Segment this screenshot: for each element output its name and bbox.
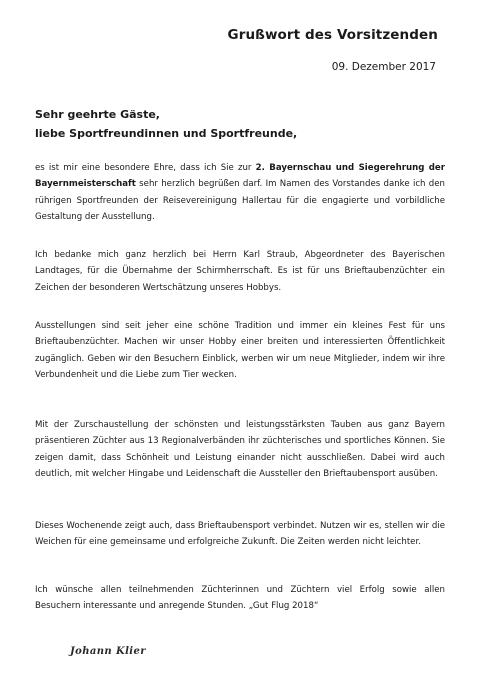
paragraph-1-emphasis: 2. Bayernschau und Siegerehrung der Bayernmeisterschaft <box>35 163 445 190</box>
paragraph-1-text-a: es ist mir eine besondere Ehre, dass ich Sie zur <box>35 163 256 173</box>
document-title: Grußwort des Vorsitzenden <box>227 27 438 43</box>
paragraph-1 <box>35 160 445 226</box>
salutation-line-1: Sehr geehrte Gäste, <box>35 108 160 121</box>
document-date: 09. Dezember 2017 <box>331 61 436 73</box>
paragraph-3: Ausstellungen sind seit jeher eine schöne Tradition und immer ein kleines Fest für uns Brieftaubenzüchter. Machen wir unser Hobby einer breiten und interessierten Öffentlichkeit zugänglich. Geben wir den Besuchern Einblick, werben wir um neue Mitglieder, indem wir ihre Verbundenheit und die Liebe zum Tier wecken. <box>35 321 445 381</box>
paragraph-1-text-c: sehr herzlich begrüßen darf. Im Namen des Vorstandes danke ich den rührigen Sportfreunden der Reisevereinigung Hallertau für die engagierte und vorbildliche Gestaltung der Ausstellung. <box>35 179 445 223</box>
paragraph-6: Ich wünsche allen teilnehmenden Züchterinnen und Züchtern viel Erfolg sowie allen Besuchern interessante und anregende Stunden. „Gut Flug 2018“ <box>35 585 445 612</box>
salutation-line-2: liebe Sportfreundinnen und Sportfreunde, <box>35 127 298 140</box>
paragraph-2: Ich bedanke mich ganz herzlich bei Herrn Karl Straub, Abgeordneter des Bayerischen Landtages, für die Übernahme der Schirmherrschaft. Es ist für uns Brieftaubenzüchter ein Zeichen der besonderen Wertschätzung unseres Hobbys. <box>35 250 445 293</box>
paragraph-4: Mit der Zurschaustellung der schönsten und leistungsstärksten Tauben aus ganz Bayern präsentieren Züchter aus 13 Regionalverbänden ihr züchterisches und sportliches Können. Sie zeigen damit, dass Schönheit und Leistung einander nicht ausschließen. Dabei wird auch deutlich, mit welcher Hingabe und Leidenschaft die Aussteller den Brieftaubensport ausüben. <box>35 420 445 480</box>
handwritten-signature: Johann Klier <box>70 646 146 657</box>
paragraph-5: Dieses Wochenende zeigt auch, dass Brieftaubensport verbindet. Nutzen wir es, stellen wir die Weichen für eine gemeinsame und erfolgreiche Zukunft. Die Zeiten werden nicht leichter. <box>35 521 445 548</box>
salutation <box>35 105 455 143</box>
